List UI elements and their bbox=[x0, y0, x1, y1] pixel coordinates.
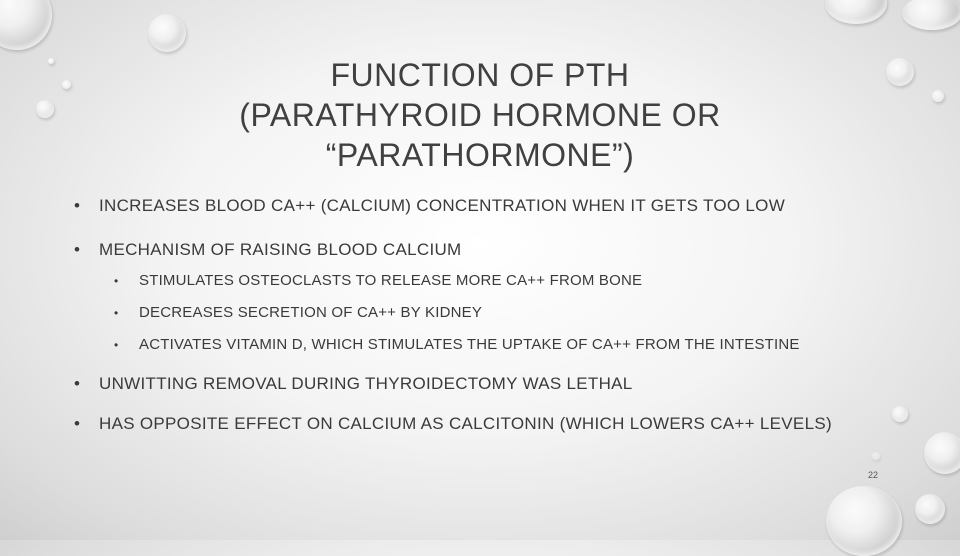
water-drop-decoration bbox=[826, 486, 902, 556]
bullet-dot: • bbox=[74, 196, 81, 215]
bullet-text: INCREASES BLOOD CA++ (CALCIUM) CONCENTRATION WHEN IT GETS TOO LOW bbox=[99, 196, 786, 215]
sub-bullet-text: STIMULATES OSTEOCLASTS TO RELEASE MORE CA++ FROM BONE bbox=[139, 272, 643, 289]
bullet-dot: • bbox=[114, 306, 119, 320]
water-drop-decoration bbox=[902, 0, 960, 30]
slide-title-line: “PARATHORMONE”) bbox=[325, 137, 635, 173]
water-drop-decoration bbox=[932, 90, 944, 102]
bullet-list bbox=[74, 193, 854, 437]
water-drop-decoration bbox=[36, 100, 54, 118]
water-drop-decoration bbox=[886, 58, 914, 86]
water-drop-decoration bbox=[48, 58, 54, 64]
sub-bullet-item bbox=[114, 301, 854, 325]
bullet-dot: • bbox=[74, 374, 81, 393]
bullet-dot: • bbox=[114, 338, 119, 352]
bullet-text: MECHANISM OF RAISING BLOOD CALCIUM bbox=[99, 240, 462, 259]
water-drop-decoration bbox=[924, 432, 960, 474]
slide-title-line: (PARATHYROID HORMONE OR bbox=[239, 97, 721, 133]
bullet-dot: • bbox=[74, 240, 81, 259]
bullet-item bbox=[74, 371, 854, 397]
water-drop-decoration bbox=[0, 0, 52, 50]
sub-bullet-text: DECREASES SECRETION OF CA++ BY KIDNEY bbox=[139, 304, 483, 321]
water-drop-decoration bbox=[892, 406, 908, 422]
bullet-text: UNWITTING REMOVAL DURING THYROIDECTOMY WAS LETHAL bbox=[99, 374, 633, 393]
bullet-item bbox=[74, 411, 854, 437]
water-drop-decoration bbox=[148, 14, 186, 52]
slide-title-line: FUNCTION OF PTH bbox=[330, 57, 630, 93]
bullet-item bbox=[74, 237, 854, 263]
bullet-dot: • bbox=[114, 274, 119, 288]
slide-title bbox=[150, 55, 810, 175]
water-drop-decoration bbox=[825, 0, 887, 24]
bullet-text: HAS OPPOSITE EFFECT ON CALCIUM AS CALCITONIN (WHICH LOWERS CA++ LEVELS) bbox=[99, 414, 832, 433]
sub-bullet-item bbox=[114, 333, 819, 357]
water-drop-decoration bbox=[62, 80, 71, 89]
bullet-dot: • bbox=[74, 414, 81, 433]
page-number: 22 bbox=[868, 470, 879, 480]
water-drop-decoration bbox=[915, 494, 945, 524]
bullet-item bbox=[74, 193, 854, 219]
water-drop-decoration bbox=[872, 452, 880, 460]
sub-bullet-item bbox=[114, 269, 854, 293]
sub-bullet-text: ACTIVATES VITAMIN D, WHICH STIMULATES THE UPTAKE OF CA++ FROM THE INTESTINE bbox=[139, 336, 800, 353]
